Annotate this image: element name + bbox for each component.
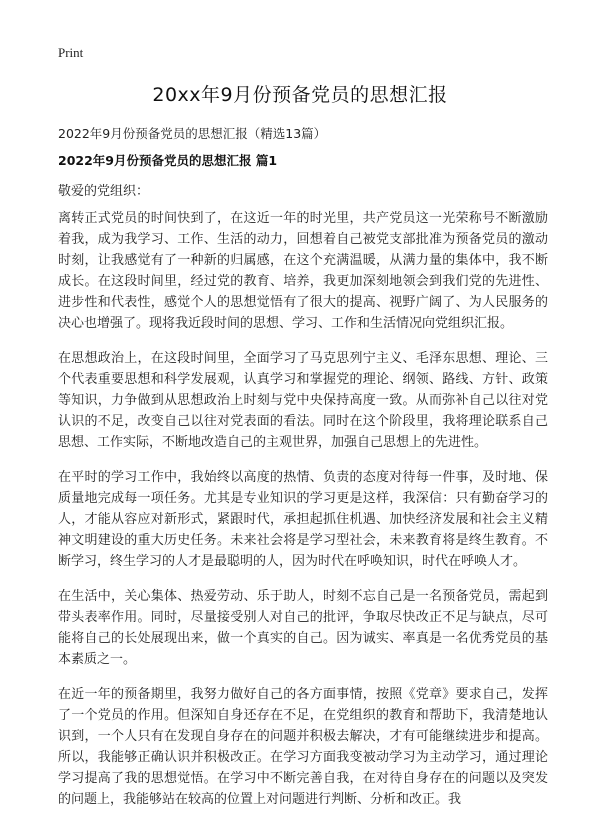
paragraph: 离转正式党员的时间快到了，在这近一年的时光里，共产党员这一光荣称号不断激励着我，成为我学习、工作、生活的动力，回想着自己被党支部批准为预备党员的激动时刻，让我感觉有了一种新的归属感，在这个充满温暖，从满力量的集体中，我不断成长。在这段时间里，经过党的教育、培养，我更加深刻地领会到我们党的先进性、进步性和代表性，感觉个人的思想觉悟有了很大的提高、视野广阔了、为人民服务的决心也增强了。现将我近段时间的思想、学习、工作和生活情况向党组织汇报。 bbox=[58, 211, 548, 331]
document-subtitle: 2022年9月份预备党员的思想汇报（精选13篇） bbox=[58, 126, 327, 141]
paragraph: 在近一年的预备期里，我努力做好自己的各方面事情，按照《党章》要求自己，发挥了一个党员的作用。但深知自身还存在不足，在党组织的教育和帮助下，我清楚地认识到，一个人只有在发现自身存在的问题并积极去解决，才有可能继续进步和提高。所以，我能够正确认识并积极改正。在学习方面我变被动学习为主动学习，通过理论学习提高了我的思想觉悟。在学习中不断完善自我，在对待自身存在的问题以及突发的问题上，我能够站在较高的位置上对问题进行判断、分析和改正。我 bbox=[58, 687, 548, 807]
salutation: 敬爱的党组织： bbox=[58, 184, 150, 199]
paragraph: 在生活中，关心集体、热爱劳动、乐于助人，时刻不忘自己是一名预备党员，需起到带头表率作用。同时，尽量接受别人对自己的批评，争取尽快改正不足与缺点，尽可能将自己的长处展现出来，做一个真实的自己。因为诚实、率真是一名优秀党员的基本素质之一。 bbox=[58, 589, 548, 667]
print-label: Print bbox=[58, 45, 84, 60]
document-title: 20xx年9月份预备党员的思想汇报 bbox=[152, 84, 448, 106]
section-heading: 2022年9月份预备党员的思想汇报 篇1 bbox=[58, 153, 278, 168]
document-body bbox=[58, 208, 548, 824]
paragraph: 在平时的学习工作中，我始终以高度的热情、负责的态度对待每一件事，及时地、保质量地完成每一项任务。尤其是专业知识的学习更是这样，我深信：只有勤奋学习的人，才能从容应对新形式，紧跟时代，承担起抓住机遇、加快经济发展和社会主义精神文明建设的重大历史任务。未来社会将是学习型社会，未来教育将是终生教育。不断学习，终生学习的人才是最聪明的人，因为时代在呼唤知识，时代在呼唤人才。 bbox=[58, 470, 548, 569]
paragraph: 在思想政治上，在这段时间里，全面学习了马克思列宁主义、毛泽东思想、理论、三个代表重要思想和科学发展观，认真学习和掌握党的理论、纲领、路线、方针、政策等知识，力争做到从思想政治上时刻与党中央保持高度一致。从而弥补自己以往对党认识的不足，改变自己以往对党表面的看法。同时在这个阶段里，我将理论联系自己思想、工作实际，不断地改造自己的主观世界，加强自己思想上的先进性。 bbox=[58, 351, 548, 450]
